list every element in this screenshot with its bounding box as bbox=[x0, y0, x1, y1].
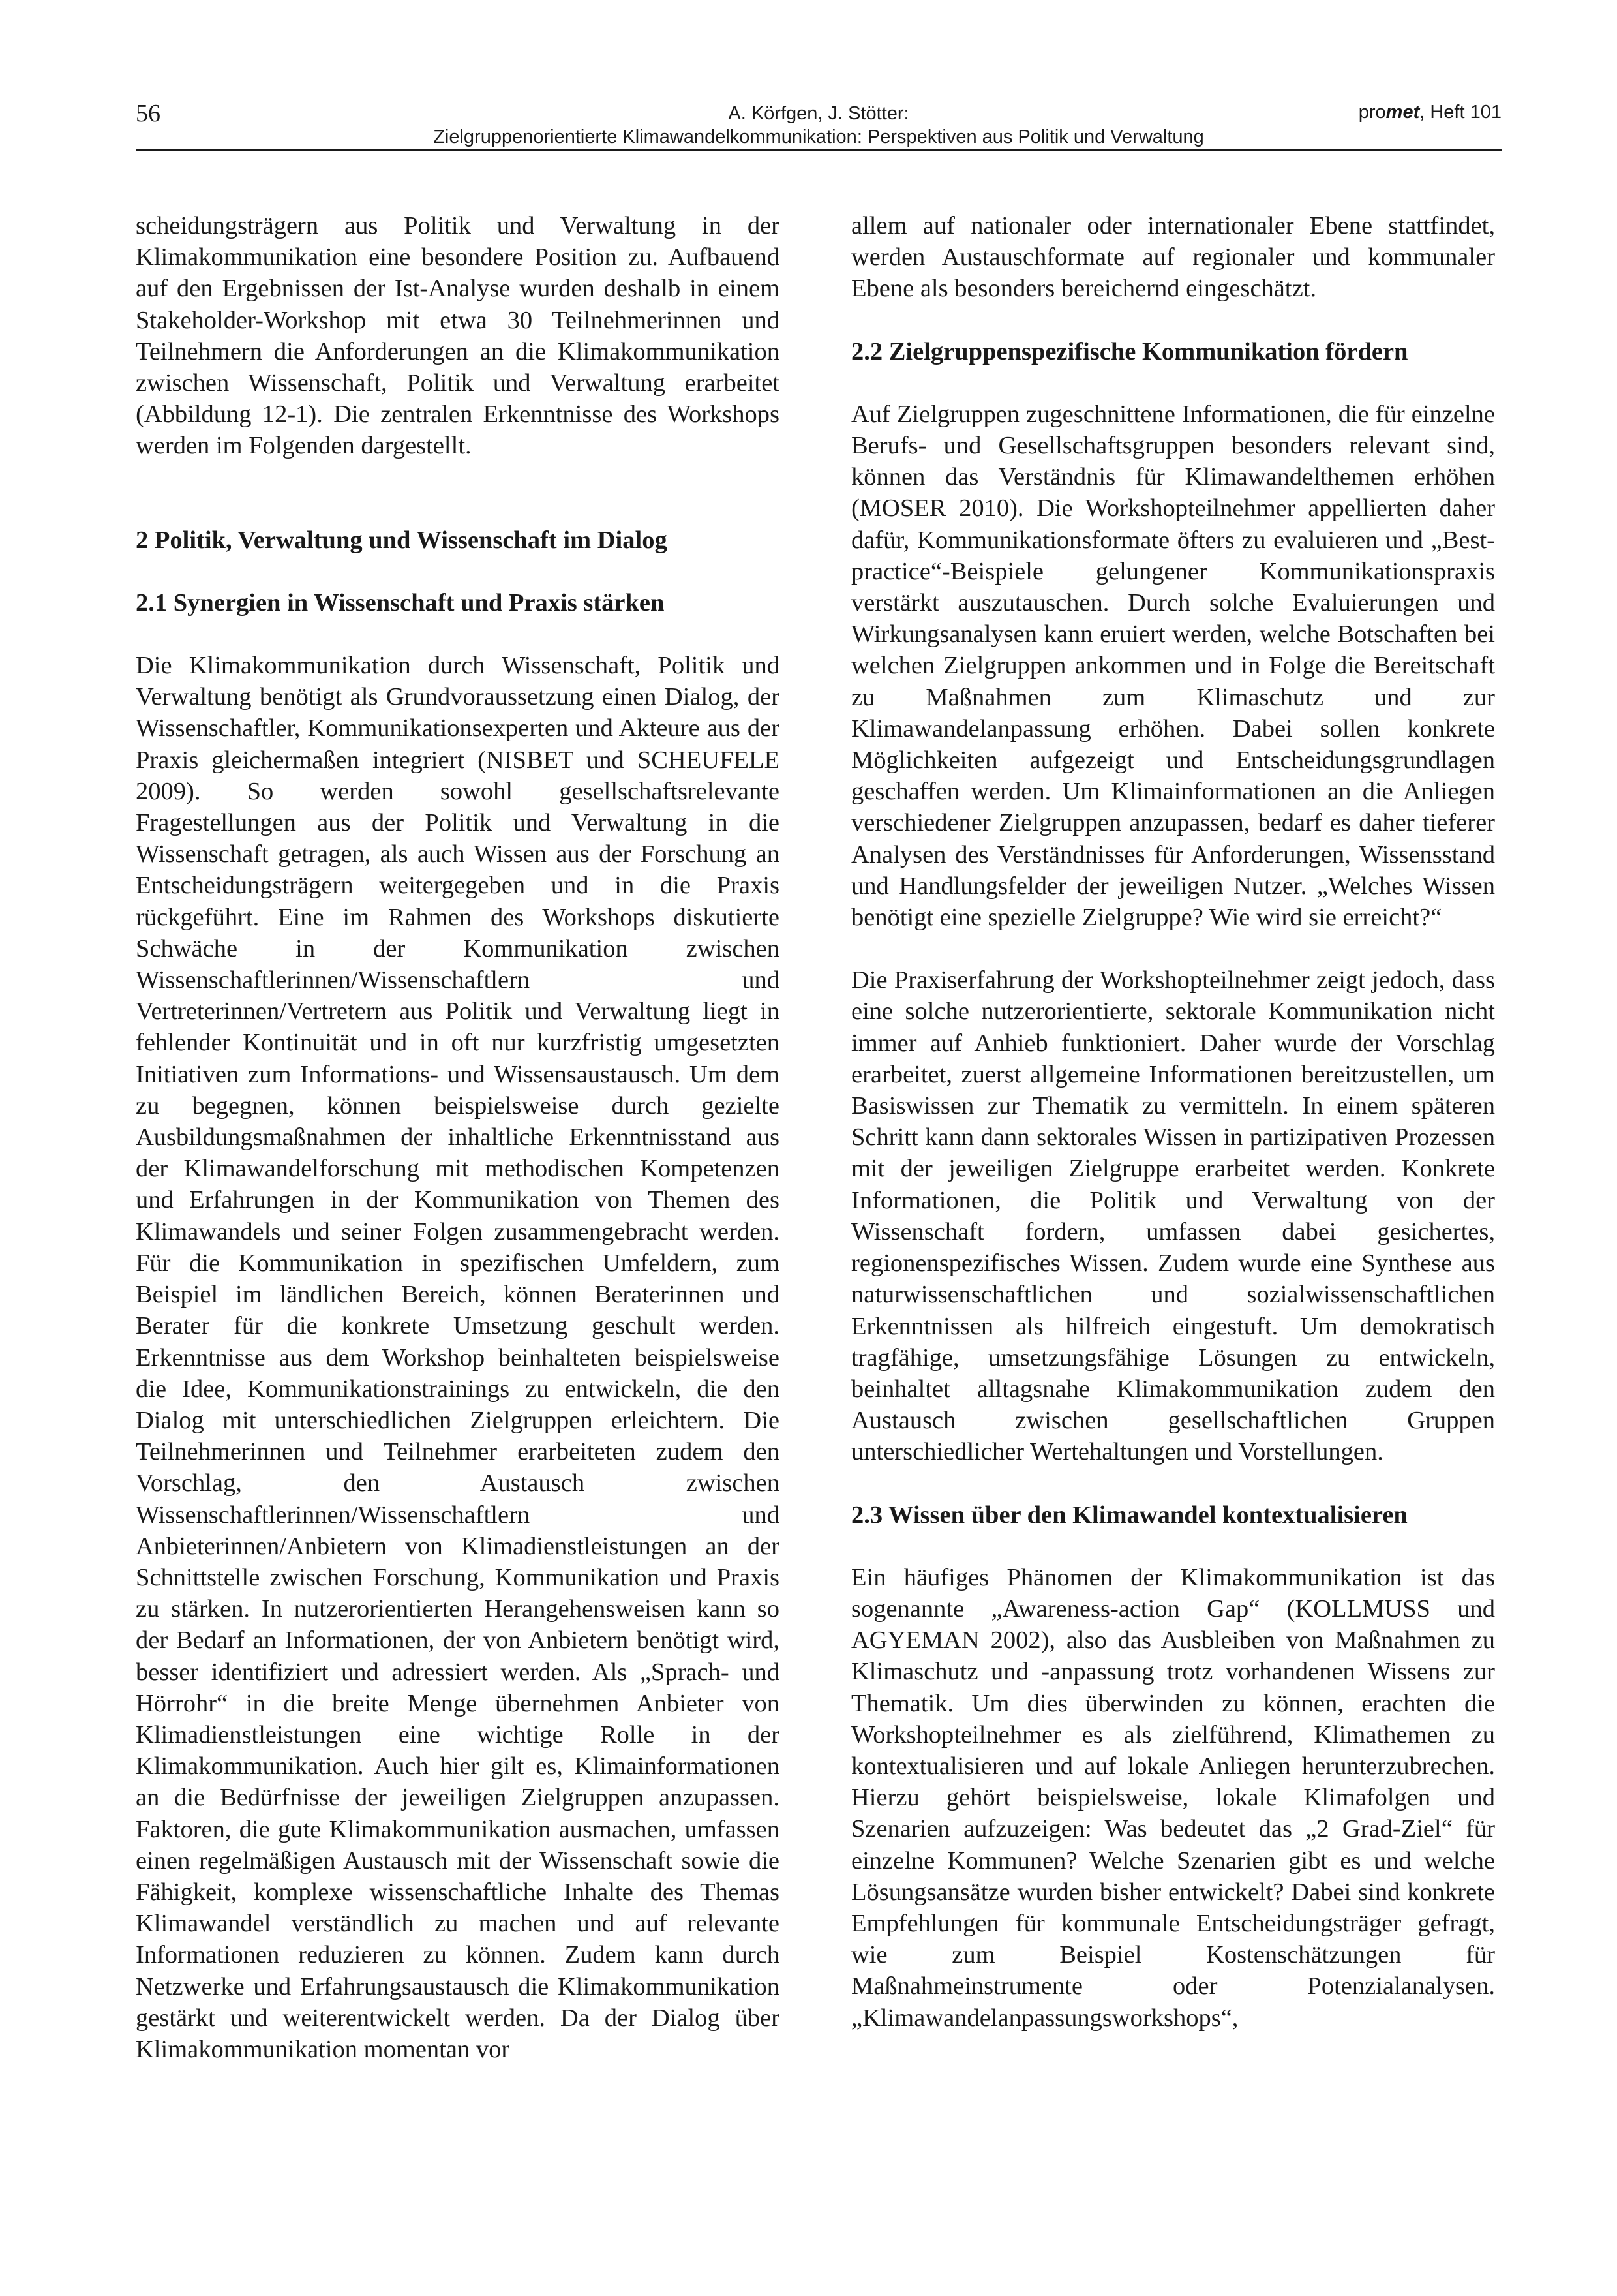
header-title: Zielgruppenorientierte Klimawandelkommunikation: Perspektiven aus Politik und Verwaltung bbox=[433, 127, 1204, 147]
paragraph: Ein häufiges Phänomen der Klimakommunikation ist das sogenannte „Awareness-action Gap“ (KOLLMUSS und AGYEMAN 2002), also das Ausbleiben von Maßnahmen zu Klimaschutz und -anpassung trotz vorhandenen Wissens zur Thematik. Um dies überwinden zu können, erachten die Workshopteilnehmer es als zielführend, Klimathemen zu kontextualisieren und auf lokale Anliegen herunterzubrechen. Hierzu gehört beispielsweise, lokale Klimafolgen und Szenarien aufzuzeigen: Was bedeutet das „2 Grad-Ziel“ für einzelne Kommunen? Welche Szenarien gibt es und welche Lösungsansätze wurden bisher entwickelt? Dabei sind konkrete Empfehlungen für kommunale Entscheidungsträger gefragt, wie zum Beispiel Kostenschätzungen für Maßnahmeinstrumente oder Potenzialanalysen. „Klimawandelanpassungsworkshops“, bbox=[851, 1563, 1495, 2032]
running-title bbox=[136, 102, 1502, 149]
paragraph: Die Klimakommunikation durch Wissenschaft, Politik und Verwaltung benötigt als Grundvoraussetzung einen Dialog, der Wissenschaftler, Kommunikationsexperten und Akteure aus der Praxis gleichermaßen integriert (NISBET und SCHEUFELE 2009). So werden sowohl gesellschaftsrelevante Fragestellungen aus der Politik und Verwaltung in die Wissenschaft getragen, als auch Wissen aus der Forschung an Entscheidungsträgern weitergegeben und in die Praxis rückgeführt. Eine im Rahmen des Workshops diskutierte Schwäche in der Kommunikation zwischen Wissenschaftlerinnen/Wissenschaftlern und Vertreterinnen/Vertretern aus Politik und Verwaltung liegt in fehlender Kontinuität und in oft nur kurzfristig umgesetzten Initiativen zum Informations- und Wissensaustausch. Um dem zu begegnen, können beispielsweise durch gezielte Ausbildungsmaßnahmen der inhaltliche Erkenntnisstand aus der Klimawandelforschung mit methodischen Kompetenzen und Erfahrungen in der Kommunikation von Themen des Klimawandels und seiner Folgen zusammengebracht werden. Für die Kommunikation in spezifischen Umfeldern, zum Beispiel im ländlichen Bereich, können Beraterinnen und Berater für die konkrete Umsetzung geschult werden. Erkenntnisse aus dem Workshop beinhalteten beispielsweise die Idee, Kommunikationstrainings zu entwickeln, die den Dialog mit unterschiedlichen Zielgruppen erleichtern. Die Teilnehmerinnen und Teilnehmer erarbeiteten zudem den Vorschlag, den Austausch zwischen Wissenschaftlerinnen/Wissenschaftlern und Anbieterinnen/Anbietern von Klimadienstleistungen an der Schnittstelle zwischen Forschung, Kommunikation und Praxis zu stärken. In nutzerorientierten Herangehensweisen kann so der Bedarf an Informationen, der von Anbietern benötigt wird, besser identifiziert und adressiert werden. Als „Sprach- und Hörrohr“ in die breite Menge übernehmen Anbieter von Klimadienstleistungen eine wichtige Rolle in der Klimakommunikation. Auch hier gilt es, Klimainformationen an die Bedürfnisse der jeweiligen Zielgruppen anzupassen. Faktoren, die gute Klimakommunikation ausmachen, umfassen einen regelmäßigen Austausch mit der Wissenschaft sowie die Fähigkeit, komplexe wissenschaftliche Inhalte des Themas Klimawandel verständlich zu machen und auf relevante Informationen reduzieren zu können. Zudem kann durch Netzwerke und Erfahrungsaustausch die Klimakommunikation gestärkt und weiterentwickelt werden. Da der Dialog über Klimakommunikation momentan vor bbox=[136, 652, 779, 2063]
left-column bbox=[136, 210, 779, 2065]
journal-issue: , Heft 101 bbox=[1419, 102, 1502, 123]
paragraph: Die Praxiserfahrung der Workshopteilnehmer zeigt jedoch, dass eine solche nutzerorientierte, sektorale Kommunikation nicht immer auf Anhieb funktioniert. Daher wurde der Vorschlag erarbeitet, zuerst allgemeine Informationen bereitzustellen, um Basiswissen zur Thematik zu vermitteln. In einem späteren Schritt kann dann sektorales Wissen in partizipativen Prozessen mit der jeweiligen Zielgruppe erarbeitet werden. Konkrete Informationen, die Politik und Verwaltung von der Wissenschaft fordern, umfassen dabei gesichertes, regionenspezifisches Wissen. Zudem wurde eine Synthese aus naturwissenschaftlichen und sozialwissenschaftlichen Erkenntnissen als hilfreich eingestuft. Um demokratisch tragfähige, umsetzungsfähige Lösungen zu entwickeln, beinhaltet alltagsnahe Klimakommunikation zudem den Austausch zwischen gesellschaftlichen Gruppen unterschiedlicher Wertehaltungen und Vorstellungen. bbox=[851, 966, 1495, 1466]
paragraph: allem auf nationaler oder internationaler Ebene stattfindet, werden Austauschformate auf regionaler und kommunaler Ebene als besonders bereichernd eingeschätzt. bbox=[851, 212, 1495, 303]
section-heading: 2 Politik, Verwaltung und Wissenschaft im Dialog bbox=[136, 526, 667, 554]
page-header bbox=[136, 97, 1502, 153]
subsection-heading: 2.1 Synergien in Wissenschaft und Praxis stärken bbox=[136, 589, 665, 617]
subsection-heading: 2.3 Wissen über den Klimawandel kontextualisieren bbox=[851, 1501, 1408, 1529]
page-number: 56 bbox=[136, 100, 160, 127]
journal-prefix: pro bbox=[1358, 102, 1386, 123]
journal-italic: met bbox=[1385, 102, 1420, 123]
paragraph: Auf Zielgruppen zugeschnittene Informationen, die für einzelne Berufs- und Gesellschaftsgruppen besonders relevant sind, können das Verständnis für Klimawandelthemen erhöhen (MOSER 2010). Die Workshopteilnehmer appellierten daher dafür, Kommunikationsformate öfters zu evaluieren und „Best-practice“-Beispiele gelungener Kommunikationspraxis verstärkt auszutauschen. Durch solche Evaluierungen und Wirkungsanalysen kann eruiert werden, welche Botschaften bei welchen Zielgruppen ankommen und in Folge die Bereitschaft zu Maßnahmen zum Klimaschutz und zur Klimawandelanpassung erhöhen. Dabei sollen konkrete Möglichkeiten aufgezeigt und Entscheidungsgrundlagen geschaffen werden. Um Klimainformationen an die Anliegen verschiedener Zielgruppen anzupassen, bedarf es daher tieferer Analysen des Verständnisses für Anforderungen, Wissensstand und Handlungsfelder der jeweiligen Nutzer. „Welches Wissen benötigt eine spezielle Zielgruppe? Wie wird sie erreicht?“ bbox=[851, 400, 1495, 932]
right-column bbox=[851, 210, 1495, 2034]
paragraph: scheidungsträgern aus Politik und Verwaltung in der Klimakommunikation eine besondere Position zu. Aufbauend auf den Ergebnissen der Ist-Analyse wurden deshalb in einem Stakeholder-Workshop mit etwa 30 Teilnehmerinnen und Teilnehmern die Anforderungen an die Klimakommunikation zwischen Wissenschaft, Politik und Verwaltung erarbeitet (Abbildung 12-1). Die zentralen Erkenntnisse des Workshops werden im Folgenden dargestellt. bbox=[136, 212, 779, 460]
subsection-heading: 2.2 Zielgruppenspezifische Kommunikation fördern bbox=[851, 337, 1408, 365]
header-rule bbox=[136, 149, 1502, 151]
journal-name bbox=[1359, 102, 1502, 123]
header-authors: A. Körfgen, J. Stötter: bbox=[728, 103, 909, 124]
